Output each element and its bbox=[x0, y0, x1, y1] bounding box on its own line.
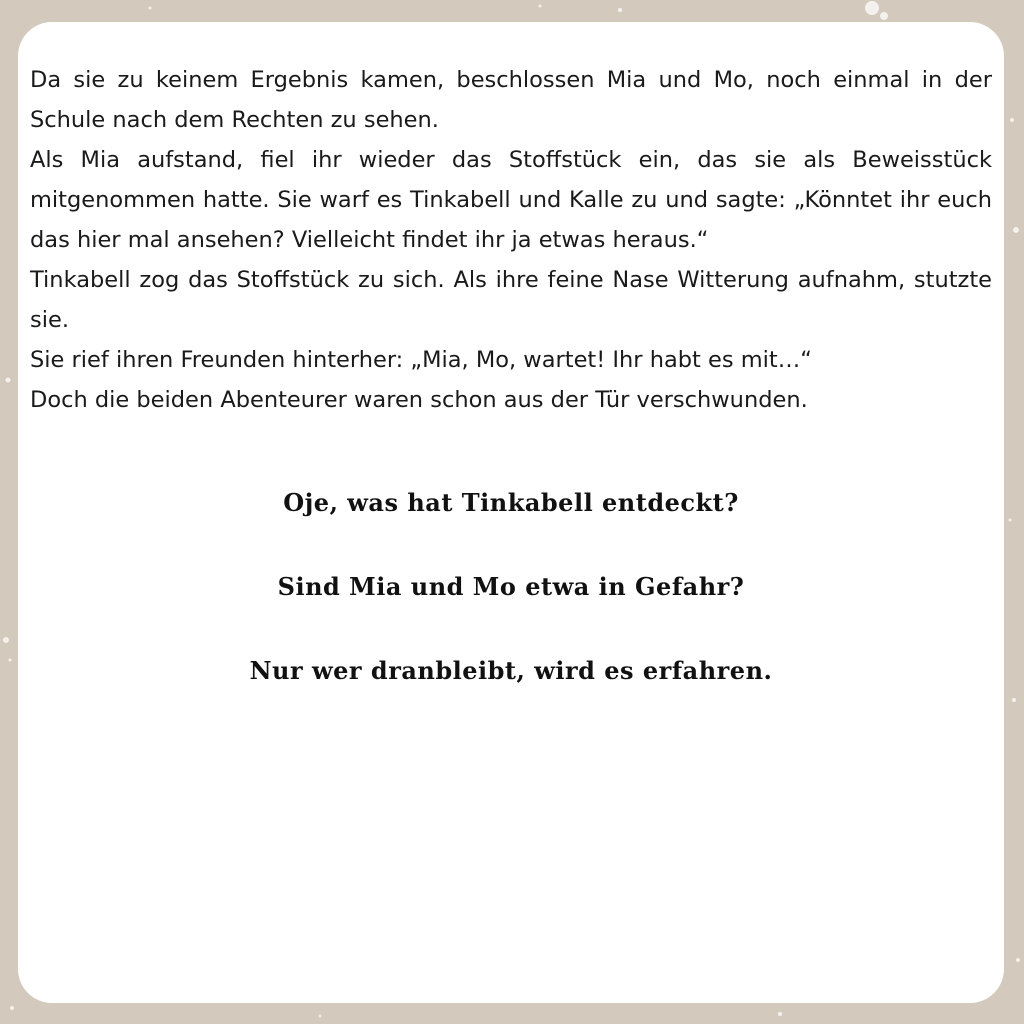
teaser-closing-line: Nur wer dranbleibt, wird es erfahren. bbox=[249, 656, 773, 685]
story-paragraph-1: Da sie zu keinem Ergebnis kamen, beschlossen Mia und Mo, noch einmal in der Schule nach dem Rechten zu sehen. bbox=[30, 67, 992, 133]
teaser-question-1: Oje, was hat Tinkabell entdeckt? bbox=[283, 488, 739, 517]
story-text bbox=[30, 60, 992, 420]
story-paragraph-4: Sie rief ihren Freunden hinterher: „Mia, Mo, wartet! Ihr habt es mit…“ bbox=[30, 347, 812, 373]
story-paragraph-3: Tinkabell zog das Stoffstück zu sich. Als ihre feine Nase Witterung aufnahm, stutzte sie. bbox=[30, 267, 992, 333]
story-paragraph-2: Als Mia aufstand, fiel ihr wieder das Stoffstück ein, das sie als Beweisstück mitgenommen hatte. Sie warf es Tinkabell und Kalle zu und sagte: „Könntet ihr euch das hier mal ansehen? Vielleicht findet ihr ja etwas heraus.“ bbox=[30, 147, 992, 253]
story-paragraph-5: Doch die beiden Abenteurer waren schon aus der Tür verschwunden. bbox=[30, 387, 808, 413]
teaser-question-2: Sind Mia und Mo etwa in Gefahr? bbox=[277, 572, 745, 601]
story-card bbox=[18, 22, 1004, 1003]
